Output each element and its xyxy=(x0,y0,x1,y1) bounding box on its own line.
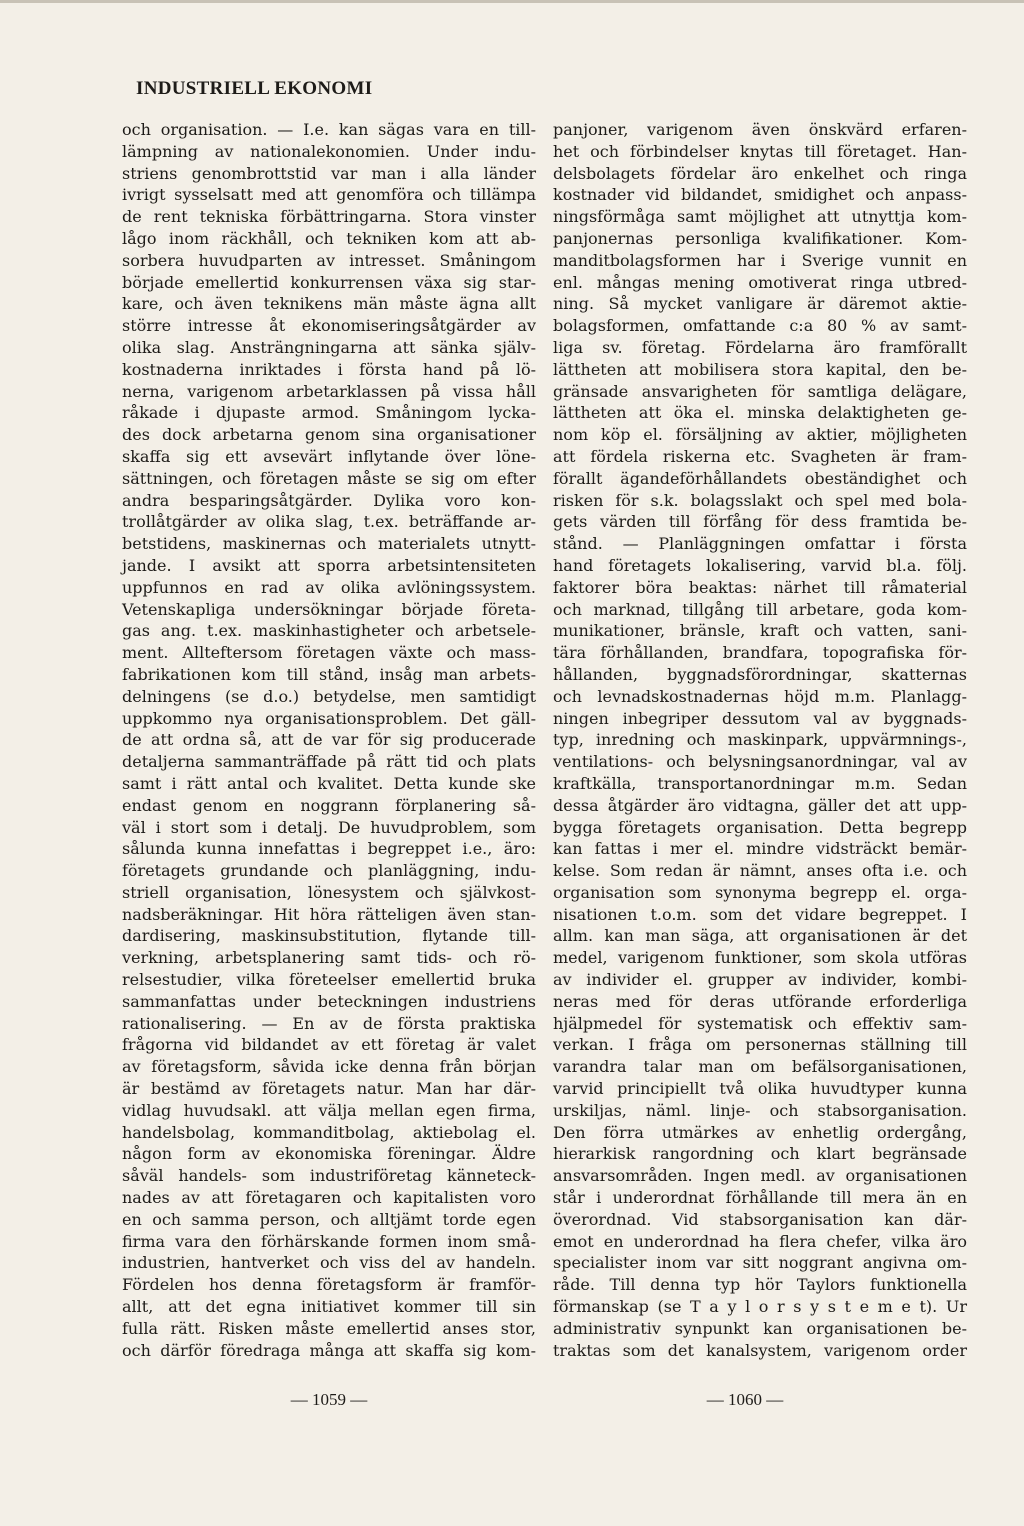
text-line: av individer el. grupper av individer, kombi- xyxy=(553,970,967,990)
text-line: nadsberäkningar. Hit höra rätteligen även stan- xyxy=(122,904,536,924)
text-line: Fördelen hos denna företagsform är framför- xyxy=(122,1275,536,1295)
text-line: någon form av ekonomiska föreningar. Äldre xyxy=(122,1144,536,1164)
right-text-column xyxy=(553,119,967,1361)
text-line: uppfunnos en rad av olika avlöningssystem. xyxy=(122,577,536,597)
text-line: de rent tekniska förbättringarna. Stora vinster xyxy=(122,207,536,227)
right-page-number: — 1060 — xyxy=(706,1390,784,1409)
text-line: nades av att företagaren och kapitalisten voro xyxy=(122,1188,536,1208)
text-line: gets värden till förfång för dess framtida be- xyxy=(553,512,967,532)
text-line: kostnaderna inriktades i första hand på lö- xyxy=(122,359,536,379)
text-line: förallt ägandeförhållandets obeständighet och xyxy=(553,468,967,488)
text-line: liga sv. företag. Fördelarna äro framförallt xyxy=(553,337,967,357)
text-line: vidlag huvudsakl. att välja mellan egen firma, xyxy=(122,1100,536,1120)
text-line: medel, varigenom funktioner, som skola utföras xyxy=(553,948,967,968)
text-line: panjoner, varigenom även önskvärd erfaren- xyxy=(553,120,967,139)
left-text-column xyxy=(122,119,536,1361)
text-line: kare, och även teknikens män måste ägna allt xyxy=(122,294,536,314)
text-line: relsestudier, vilka företeelser emellertid bruka xyxy=(122,970,536,990)
text-line: kelse. Som redan är nämnt, anses ofta i.e. och xyxy=(553,861,967,881)
text-line: dardisering, maskinsubstitution, flytande till- xyxy=(122,926,536,946)
text-line: tära förhållanden, brandfara, topografiska för- xyxy=(553,643,967,663)
text-line: handelsbolag, kommanditbolag, aktiebolag el. xyxy=(122,1122,536,1142)
text-line: började emellertid konkurrensen växa sig star- xyxy=(122,272,536,292)
text-line: allm. kan man säga, att organisationen är det xyxy=(553,926,967,946)
text-line: trollåtgärder av olika slag, t.ex. beträffande ar- xyxy=(122,512,536,532)
text-line: ning. Så mycket vanligare är däremot aktie- xyxy=(553,294,967,314)
text-line: ventilations- och belysningsanordningar, val av xyxy=(553,752,967,772)
text-line: allt, att det egna initiativet kommer till sin xyxy=(122,1297,536,1317)
left-page-number: — 1059 — xyxy=(290,1390,368,1409)
text-line: dessa åtgärder äro vidtagna, gäller det att upp- xyxy=(553,795,967,815)
text-line: firma vara den förhärskande formen inom små- xyxy=(122,1231,536,1251)
text-line: betstidens, maskinernas och materialets utnytt- xyxy=(122,534,536,554)
text-line: organisation som synonyma begrepp el. orga- xyxy=(553,882,967,902)
text-line: kostnader vid bildandet, smidighet och anpass- xyxy=(553,185,967,205)
text-line: stånd. — Planläggningen omfattar i första xyxy=(553,534,967,554)
text-line: striens genombrottstid var man i alla länder xyxy=(122,163,536,183)
text-line: emot en underordnad ha flera chefer, vilka äro xyxy=(553,1231,967,1251)
text-line: förmanskap (se T a y l o r s y s t e m e t). Ur xyxy=(553,1297,967,1317)
text-line: skaffa sig ett avsevärt inflytande över löne- xyxy=(122,446,536,466)
text-line: överordnad. Vid stabsorganisation kan där- xyxy=(553,1209,967,1229)
text-line: risken för s.k. bolagsslakt och spel med bola- xyxy=(553,490,967,510)
text-line: nisationen t.o.m. som det vidare begreppet. I xyxy=(553,904,967,924)
text-line: att fördela riskerna etc. Svagheten är fram- xyxy=(553,446,967,466)
text-line: ment. Allteftersom företagen växte och mass- xyxy=(122,643,536,663)
text-line: verkning, arbetsplanering samt tids- och rö- xyxy=(122,948,536,968)
top-edge-rule xyxy=(0,0,1024,3)
text-line: striell organisation, lönesystem och självkost- xyxy=(122,882,536,902)
text-line: traktas som det kanalsystem, varigenom order xyxy=(553,1340,967,1360)
text-line: sammanfattas under beteckningen industriens xyxy=(122,991,536,1011)
text-line: gränsade ansvarigheten för samtliga delägare, xyxy=(553,381,967,401)
text-line: väl i stort som i detalj. De huvudproblem, som xyxy=(122,817,536,837)
text-line: råde. Till denna typ hör Taylors funktionella xyxy=(553,1275,967,1295)
text-line: olika slag. Ansträngningarna att sänka själv- xyxy=(122,337,536,357)
text-line: företagets grundande och planläggning, indu- xyxy=(122,861,536,881)
text-line: industrien, hantverket och viss del av handeln. xyxy=(122,1253,536,1273)
text-line: av företagsform, såvida icke denna från början xyxy=(122,1057,536,1077)
text-line: typ, inredning och maskinpark, uppvärmnings-, xyxy=(553,730,967,750)
text-line: gas ang. t.ex. maskinhastigheter och arbetsele- xyxy=(122,621,536,641)
text-line: rationalisering. — En av de första praktiska xyxy=(122,1013,536,1033)
text-line: ansvarsområden. Ingen medl. av organisationen xyxy=(553,1166,967,1186)
text-line: bygga företagets organisation. Detta begrepp xyxy=(553,817,967,837)
text-line: Vetenskapliga undersökningar började företa- xyxy=(122,599,536,619)
text-line: kan fattas i mer el. mindre vidsträckt bemär- xyxy=(553,839,967,859)
text-line: detaljerna sammanträffade på rätt tid och plats xyxy=(122,752,536,772)
text-line: frågorna vid bildandet av ett företag är valet xyxy=(122,1035,536,1055)
text-line: delningens (se d.o.) betydelse, men samtidigt xyxy=(122,686,536,706)
text-line: och därför föredraga många att skaffa sig kom- xyxy=(122,1340,536,1360)
text-line: urskiljas, näml. linje- och stabsorganisation. xyxy=(553,1100,967,1120)
text-line: sättningen, och företagen måste se sig om efter xyxy=(122,468,536,488)
text-line: råkade i djupaste armod. Småningom lycka- xyxy=(122,403,536,423)
text-line: des dock arbetarna genom sina organisationer xyxy=(122,425,536,445)
text-line: delsbolagets fördelar äro enkelhet och ringa xyxy=(553,163,967,183)
text-line: samt i rätt antal och kvalitet. Detta kunde ske xyxy=(122,773,536,793)
text-line: större intresse åt ekonomiseringsåtgärder av xyxy=(122,316,536,336)
text-line: varandra talar man om befälsorganisationen, xyxy=(553,1057,967,1077)
text-line: Den förra utmärkes av enhetlig ordergång, xyxy=(553,1122,967,1142)
text-line: neras med för deras utförande erforderliga xyxy=(553,991,967,1011)
text-line: administrativ synpunkt kan organisationen be- xyxy=(553,1318,967,1338)
text-line: bolagsformen, omfattande c:a 80 % av samt- xyxy=(553,316,967,336)
text-line: lämpning av nationalekonomien. Under indu- xyxy=(122,141,536,161)
text-line: nom köp el. försäljning av aktier, möjligheten xyxy=(553,425,967,445)
text-line: uppkommo nya organisationsproblem. Det gäll- xyxy=(122,708,536,728)
text-line: ningen inbegriper dessutom val av byggnads- xyxy=(553,708,967,728)
text-line: sorbera huvudparten av intresset. Småningom xyxy=(122,250,536,270)
text-line: sålunda kunna innefattas i begreppet i.e., äro: xyxy=(122,839,536,859)
running-head: INDUSTRIELL EKONOMI xyxy=(136,78,373,99)
text-line: de att ordna så, att de var för sig producerade xyxy=(122,730,536,750)
text-line: hierarkisk rangordning och klart begränsade xyxy=(553,1144,967,1164)
text-line: munikationer, bränsle, kraft och vatten, sani- xyxy=(553,621,967,641)
text-line: kraftkälla, transportanordningar m.m. Sedan xyxy=(553,773,967,793)
text-line: fulla rätt. Risken måste emellertid anses stor, xyxy=(122,1318,536,1338)
text-line: jande. I avsikt att sporra arbetsintensiteten xyxy=(122,555,536,575)
text-line: och organisation. — I.e. kan sägas vara en till- xyxy=(122,120,536,139)
text-line: hållanden, byggnadsförordningar, skatternas xyxy=(553,664,967,684)
text-line: lågo inom räckhåll, och tekniken kom att ab- xyxy=(122,228,536,248)
text-line: specialister inom var sitt noggrant angivna om- xyxy=(553,1253,967,1273)
text-line: såväl handels- som industriföretag känneteck- xyxy=(122,1166,536,1186)
text-line: hand företagets lokalisering, varvid bl.a. följ. xyxy=(553,555,967,575)
text-line: ivrigt sysselsatt med att genomföra och tillämpa xyxy=(122,185,536,205)
text-line: enl. mångas mening omotiverat ringa utbred- xyxy=(553,272,967,292)
text-line: en och samma person, och alltjämt torde egen xyxy=(122,1209,536,1229)
text-line: verkan. I fråga om personernas ställning till xyxy=(553,1035,967,1055)
text-line: panjonernas personliga kvalifikationer. Kom- xyxy=(553,228,967,248)
text-line: och levnadskostnadernas höjd m.m. Planlagg- xyxy=(553,686,967,706)
text-line: varvid principiellt två olika huvudtyper kunna xyxy=(553,1079,967,1099)
text-line: andra besparingsåtgärder. Dylika voro kon- xyxy=(122,490,536,510)
text-line: nerna, varigenom arbetarklassen på vissa håll xyxy=(122,381,536,401)
text-line: het och förbindelser knytas till företaget. Han- xyxy=(553,141,967,161)
text-line: hjälpmedel för systematisk och effektiv sam- xyxy=(553,1013,967,1033)
text-line: lättheten att mobilisera stora kapital, den be- xyxy=(553,359,967,379)
text-line: fabrikationen kom till stånd, insåg man arbets- xyxy=(122,664,536,684)
text-line: manditbolagsformen har i Sverige vunnit en xyxy=(553,250,967,270)
text-line: faktorer böra beaktas: närhet till råmaterial xyxy=(553,577,967,597)
text-line: står i underordnat förhållande till mera än en xyxy=(553,1188,967,1208)
text-line: och marknad, tillgång till arbetare, goda kom- xyxy=(553,599,967,619)
text-line: ningsförmåga samt möjlighet att utnyttja kom- xyxy=(553,207,967,227)
text-line: endast genom en noggrann förplanering så- xyxy=(122,795,536,815)
text-line: är bestämd av företagets natur. Man har där- xyxy=(122,1079,536,1099)
text-line: lättheten att öka el. minska delaktigheten ge- xyxy=(553,403,967,423)
